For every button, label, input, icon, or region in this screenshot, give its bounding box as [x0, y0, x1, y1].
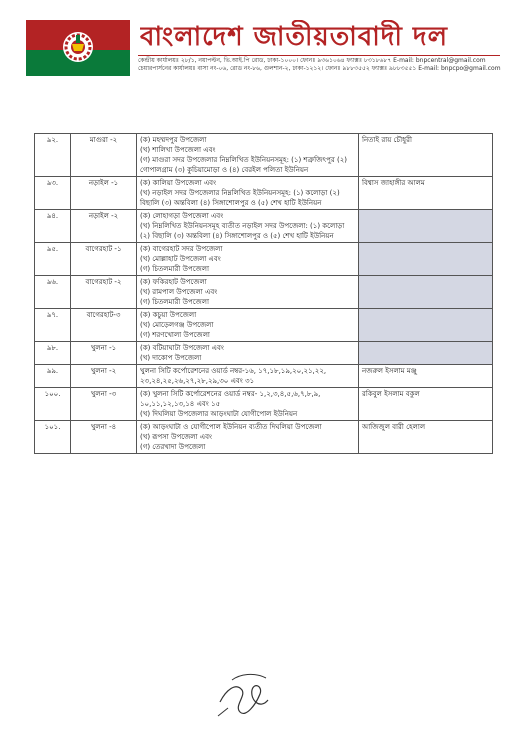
constituency-name: খুলনা -২	[71, 365, 137, 388]
area-line: (ক) কালিয়া উপজেলা এবং	[140, 179, 217, 187]
candidate-name: নজরুল ইসলাম মঞ্জু	[359, 365, 493, 388]
area-line: (খ) দাকোপ উপজেলা	[140, 354, 202, 362]
constituency-name: খুলনা -৩	[71, 388, 137, 421]
area-line: (ক) মহম্মদপুর উপজেলা	[140, 136, 207, 144]
candidate-name	[359, 276, 493, 309]
area-line: (গ) শরণখোলা উপজেলা	[140, 331, 210, 339]
area-line: (ক) খুলনা সিটি কর্পোরেশনের ওয়ার্ড নম্বর- ১,২,৩,৪,৫,৬,৭,৮,৯, ১০,১১,১২,১৩,১৪ এবং ১৫	[140, 390, 321, 408]
table-row	[35, 134, 493, 177]
table-row	[35, 243, 493, 276]
table-row	[35, 276, 493, 309]
area-line: (খ) নড়াইল সদর উপজেলার নিম্নলিখিত ইউনিয়নসমূহ: (১) কলোড়া (২) বিছালি (৩) অন্তবিলা (৪) সিঙ্গাশোলপুর ও (৫) শেখ হাটি ইউনিয়ন	[140, 189, 340, 207]
table-row	[35, 177, 493, 210]
candidate-name	[359, 243, 493, 276]
area-line: (খ) রামপাল উপজেলা এবং	[140, 288, 218, 296]
constituency-name: খুলনা -১	[71, 342, 137, 365]
party-logo	[26, 20, 130, 76]
constituency-areas	[137, 309, 359, 342]
candidate-name	[359, 309, 493, 342]
area-line: (গ) মাগুরা সদর উপজেলার নিম্নলিখিত ইউনিয়নসমূহ: (১) শত্রুজিৎপুর (২) গোপালগ্রাম (৩) কুচিয়ামোড়া ও (৪) বেরইল পলিতা ইউনিয়ন	[140, 156, 348, 174]
central-office-address: কেন্দ্রীয় কার্যালয়ঃ ২৮/১, নয়াপল্টন, ভি.আই.পি রোড, ঢাকা-১০০০। ফোনঃ ৯৩৬১০৬৪ ফ্যাক্সঃ ৮৩১৮৬৮৭ E-mail: bnpcentral@gmail.com	[138, 55, 500, 65]
constituency-areas	[137, 134, 359, 177]
serial-number: ৯৪.	[35, 210, 71, 243]
area-line: (ক) বটিয়াঘাটা উপজেলা এবং	[140, 344, 224, 352]
constituency-areas	[137, 342, 359, 365]
serial-number: ৯৯.	[35, 365, 71, 388]
table-row	[35, 342, 493, 365]
serial-number: ৯৬.	[35, 276, 71, 309]
table-row	[35, 421, 493, 454]
candidate-name	[359, 342, 493, 365]
area-line: (গ) তেরখাদা উপজেলা	[140, 443, 206, 451]
constituency-name: মাগুরা -২	[71, 134, 137, 177]
serial-number: ৯২.	[35, 134, 71, 177]
candidate-name: বিশ্বাস জাহাঙ্গীর আলম	[359, 177, 493, 210]
serial-number: ১০০.	[35, 388, 71, 421]
serial-number: ৯৫.	[35, 243, 71, 276]
constituency-name: নড়াইল -২	[71, 210, 137, 243]
constituency-areas	[137, 276, 359, 309]
area-line: (খ) মোল্লাহাট উপজেলা এবং	[140, 255, 221, 263]
chairperson-office-address: চেয়ারপার্সনের কার্যালয়ঃ বাসা নং-০৬, রোড নং-৮৬, গুলশান-২, ঢাকা-১২১২। ফোনঃ ৯৮৮৩৫৫২ ফ্যাক্সঃ ৯৮৮৩৫৫১ E-mail: bnpcpo@gmail.com	[138, 65, 501, 72]
area-line: (খ) শালিখা উপজেলা এবং	[140, 146, 216, 154]
constituency-areas	[137, 388, 359, 421]
constituency-name: বাগেরহাট-৩	[71, 309, 137, 342]
area-line: (খ) নিম্নলিখিত ইউনিয়নসমূহ ব্যতীত নড়াইল সদর উপজেলা: (১) কলোড়া (২) বিছালি (৩) অন্তবিলা (৪) সিঙ্গাশোলপুর ও (৫) শেখ হাটি ইউনিয়ন	[140, 222, 345, 240]
area-line: (খ) দিঘলিয়া উপজেলার আড়ংঘাটা যোগীপোল ইউনিয়ন	[140, 410, 298, 418]
candidate-name: রকিবুল ইসলাম বকুল	[359, 388, 493, 421]
serial-number: ১০১.	[35, 421, 71, 454]
area-line: (ক) লোহাগড়া উপজেলা এবং	[140, 212, 224, 220]
constituency-areas	[137, 421, 359, 454]
constituency-table	[34, 133, 493, 454]
area-line: (খ) মোড়েলগঞ্জ উপজেলা	[140, 321, 214, 329]
candidate-name: নিতাই রায় চৌধুরী	[359, 134, 493, 177]
table-row	[35, 365, 493, 388]
constituency-areas	[137, 243, 359, 276]
constituency-name: বাগেরহাট -২	[71, 276, 137, 309]
area-line: (ক) আড়ংঘাটা ও যোগীপোল ইউনিয়ন ব্যতীত দিঘলিয়া উপজেলা	[140, 423, 322, 431]
serial-number: ৯৮.	[35, 342, 71, 365]
party-name: বাংলাদেশ জাতীয়তাবাদী দল	[140, 22, 448, 52]
constituency-name: বাগেরহাট -১	[71, 243, 137, 276]
table-row	[35, 309, 493, 342]
constituency-name: নড়াইল -১	[71, 177, 137, 210]
serial-number: ৯৭.	[35, 309, 71, 342]
candidate-name: আজিজুল বারী হেলাল	[359, 421, 493, 454]
signature	[210, 660, 280, 730]
constituency-table-body	[35, 134, 493, 454]
constituency-areas	[137, 177, 359, 210]
area-line: (ক) বাগেরহাট সদর উপজেলা	[140, 245, 223, 253]
candidate-name	[359, 210, 493, 243]
constituency-name: খুলনা -৪	[71, 421, 137, 454]
constituency-areas	[137, 365, 359, 388]
area-line: (ক) কচুয়া উপজেলা	[140, 311, 197, 319]
table-row	[35, 388, 493, 421]
area-line: (ক) ফকিরহাট উপজেলা	[140, 278, 207, 286]
area-line: (গ) চিতলমারী উপজেলা	[140, 298, 210, 306]
serial-number: ৯৩.	[35, 177, 71, 210]
area-line: খুলনা সিটি কর্পোরেশনের ওয়ার্ড নম্বর-১৬, ১৭,১৮,১৯,২০,২১,২২, ২৩,২৪,২৫,২৬,২৭,২৮,২৯,৩০ এবং ৩১	[140, 367, 327, 385]
letterhead	[26, 20, 500, 78]
area-line: (গ) চিতলমারী উপজেলা	[140, 265, 210, 273]
table-row	[35, 210, 493, 243]
constituency-areas	[137, 210, 359, 243]
area-line: (খ) রূপসা উপজেলা এবং	[140, 433, 212, 441]
